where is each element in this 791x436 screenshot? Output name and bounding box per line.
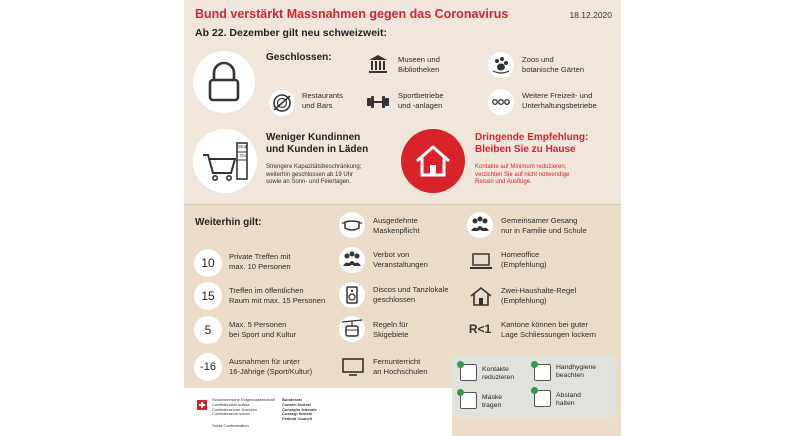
singing-text: Gemeinsamer Gesang nur in Familie und Schule [501, 216, 587, 235]
choir-icon [467, 212, 493, 238]
homeoffice-text: Homeoffice (Empfehlung) [501, 250, 547, 269]
stayhome-heading: Dringende Empfehlung: Bleiben Sie zu Hause [475, 132, 589, 155]
badge-minus-16: -16 [194, 353, 222, 381]
shops-heading: Weniger Kundinnen und Kunden in Läden [266, 132, 369, 155]
section-divider [184, 204, 621, 205]
footer [184, 388, 452, 436]
continued-heading: Weiterhin gilt: [195, 217, 262, 228]
sport-text: Sportbetriebe und -anlagen [398, 91, 444, 110]
museum-icon [364, 50, 392, 78]
closed-heading: Geschlossen: [266, 52, 332, 63]
museum-text: Museen und Bibliotheken [398, 55, 440, 74]
shopping-cart-icon [193, 129, 257, 193]
laptop-icon [467, 247, 495, 275]
remote-teaching-text: Fernunterricht an Hochschulen [373, 357, 428, 376]
wear-mask-text: Maske tragen [482, 394, 503, 409]
swiss-flag-icon [197, 400, 207, 410]
badge-15: 15 [194, 282, 222, 310]
leisure-circle [488, 89, 514, 115]
two-households-text: Zwei-Haushalte-Regel (Empfehlung) [501, 286, 577, 305]
shop-circle [193, 129, 257, 193]
dumbbell-icon [364, 88, 392, 116]
mask-circle [339, 212, 365, 238]
zoo-text: Zoos und botanische Gärten [522, 55, 585, 74]
plate-icon [269, 90, 295, 116]
crowd-circle [339, 247, 365, 273]
poster-date: 18.12.2020 [569, 10, 612, 20]
padlock-icon [193, 51, 255, 113]
hygiene-rules-box [452, 356, 615, 418]
check-icon [457, 389, 464, 396]
badge-5: 5 [194, 316, 222, 344]
zoo-circle [488, 52, 514, 78]
disco-text: Discos und Tanzlokale geschlossen [373, 285, 449, 304]
crowd-icon [339, 247, 365, 273]
house-icon [401, 129, 465, 193]
private-meetings-text: Private Treffen mit max. 10 Personen [229, 252, 291, 271]
padlock-circle [193, 51, 255, 113]
hand-hygiene-text: Handhygiene beachten [556, 364, 597, 379]
badge-10: 10 [194, 249, 222, 277]
stayhome-description: Kontakte auf Minimum reduzieren; verzichten Sie auf nicht notwendige Reisen und Ausflüge. [475, 164, 570, 185]
disco-circle [339, 282, 365, 308]
check-icon [531, 387, 538, 394]
go-sign: Go [240, 153, 247, 158]
footer-org: Schweizerische Eidgenossenschaft Confédération suisse Confederazione Svizzera Confederaziun svizra [212, 397, 275, 417]
paw-icon [488, 52, 514, 78]
shops-description: Strengere Kapazitätsbeschränkung; weiterhin geschlossen ab 19 Uhr sowie an Sonn- und Feiertagen. [266, 164, 362, 185]
mask-text: Ausgedehnte Maskenpflicht [373, 216, 420, 235]
house-outline-icon [467, 282, 495, 310]
youth-exception-text: Ausnahmen für unter 16-Jährige (Sport/Kultur) [229, 357, 313, 376]
mask-icon [339, 212, 365, 238]
stayhome-circle [401, 129, 465, 193]
cantons-text: Kantone können bei guter Lage Schliessungen lockern [501, 320, 596, 339]
ski-circle [339, 316, 365, 342]
speaker-icon [339, 282, 365, 308]
leisure-text: Weitere Freizeit- und Unterhaltungsbetriebe [522, 91, 597, 110]
dots-icon [488, 89, 514, 115]
footer-council: Bundesrat Conseil fédéral Consiglio federale Cussegl federal Federal Council [282, 397, 317, 422]
restaurant-circle [269, 90, 295, 116]
restaurant-text: Restaurants und Bars [302, 91, 343, 110]
keep-distance-text: Abstand halten [556, 392, 581, 407]
public-meetings-text: Treffen im öffentlichen Raum mit max. 15 Personen [229, 286, 326, 305]
stop-sign: Stop [238, 144, 248, 149]
infographic-poster [184, 0, 621, 436]
footer-swiss: Swiss Confederation [212, 423, 249, 428]
gondola-icon [339, 316, 365, 342]
r-less-one-icon: R<1 [468, 322, 492, 336]
check-icon [457, 361, 464, 368]
choir-circle [467, 212, 493, 238]
sport-culture-text: Max. 5 Personen bei Sport und Kultur [229, 320, 297, 339]
ski-text: Regeln für Skigebiete [373, 320, 409, 339]
reduce-contacts-text: Kontakte reduzieren [482, 366, 515, 381]
events-text: Verbot von Veranstaltungen [373, 250, 428, 269]
poster-subtitle: Ab 22. Dezember gilt neu schweizweit: [195, 27, 387, 39]
monitor-icon [339, 353, 367, 381]
check-icon [531, 361, 538, 368]
poster-title: Bund verstärkt Massnahmen gegen das Coronavirus [195, 7, 509, 21]
